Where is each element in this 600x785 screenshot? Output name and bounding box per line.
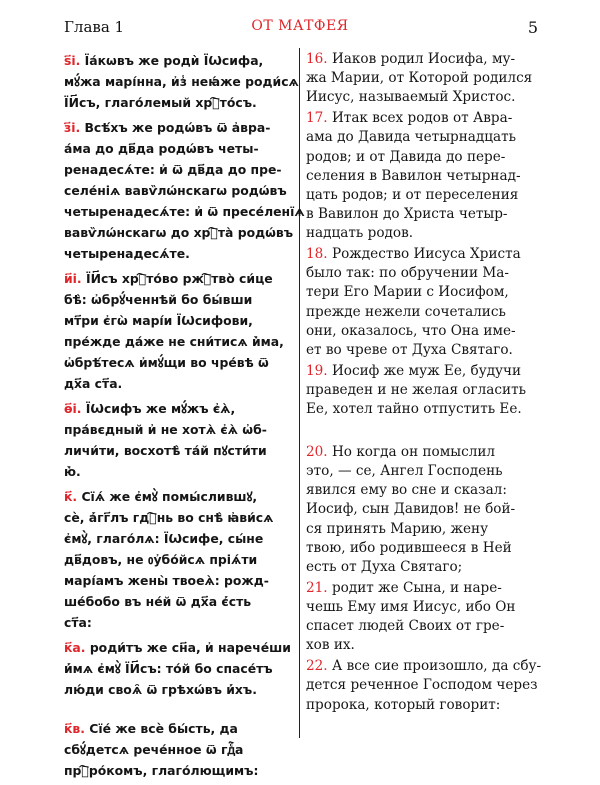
page-header	[0, 18, 600, 42]
section-gap	[306, 421, 550, 443]
verse-text: ама до Давида четырнадцать	[306, 129, 517, 146]
verse-text: тери Его Марии с Иосифом,	[306, 284, 509, 301]
verse-line	[64, 398, 292, 419]
verse-number: к҃в.	[64, 721, 85, 736]
verse-line	[306, 224, 550, 243]
verse-text: марі́амъ жены̀ твоеѧ̀: рожд-	[64, 573, 269, 588]
verse-text: это, — се, Ангел Господень	[306, 463, 503, 480]
verse-text: селения в Вавилон четырнад-	[306, 167, 521, 184]
verse-line	[64, 373, 292, 394]
section-gap	[64, 704, 292, 718]
verse	[64, 486, 292, 633]
verse-text: дется реченное Господом через	[306, 677, 538, 694]
verse	[306, 245, 550, 360]
verse-text: родит же Сына, и наре-	[331, 579, 502, 596]
verse-number: к҃а.	[64, 640, 86, 655]
verse	[306, 109, 550, 243]
verse-text: бѣ̀: ѡ҆брꙋ́ченнѣй бо бы́вши	[64, 292, 253, 307]
verse-number: ѕ҃і.	[64, 53, 81, 68]
verse-line	[306, 443, 550, 462]
verse-text: есть от Духа Святаго;	[306, 559, 463, 576]
verse-line	[64, 612, 292, 633]
verse	[306, 362, 550, 420]
verse-text: Ее, хотел тайно отпустить Ее.	[306, 401, 522, 418]
verse-line	[306, 539, 550, 558]
verse-text: пророка, который говорит:	[306, 696, 501, 713]
verse-text: ЇѠсифъ же мꙋ́жъ є҆ѧ̀,	[85, 401, 236, 416]
verse-text: лю́ди своѧ̑ ѿ грѣхѡ́въ и҆́хъ.	[64, 682, 257, 697]
verse-line	[64, 138, 292, 159]
verse-line	[64, 180, 292, 201]
verse-line	[306, 481, 550, 500]
verse-line	[64, 718, 292, 739]
verse-text: было так: по обручении Ма-	[306, 265, 509, 282]
verse-number: и҃і.	[64, 271, 82, 286]
verse-line	[306, 245, 550, 264]
verse-line	[64, 243, 292, 264]
verse-text: пра́вєдный и҆ не хотѧ̀ є҆ѧ̀ ѡ҆б-	[64, 422, 267, 437]
verse	[64, 268, 292, 394]
verse-line	[64, 570, 292, 591]
church-slavonic-column	[64, 50, 305, 785]
verse-text: Итак всех родов от Авра-	[331, 110, 513, 127]
verse-text: вавѷлѡ́нскагѡ до хрⷭ҇та̀ родѡ́въ	[64, 225, 294, 240]
verse-line	[64, 222, 292, 243]
verse-line	[64, 440, 292, 461]
verse-text: мт҃ри є҆гѡ̀ марі́и ЇѠсифови,	[64, 313, 253, 328]
verse-line	[306, 617, 550, 636]
verse-line	[64, 289, 292, 310]
verse-line	[64, 310, 292, 331]
verse-line	[64, 117, 292, 138]
verse	[306, 443, 550, 577]
verse	[306, 657, 550, 715]
verse-text: Їа́кѡвъ же родѝ ЇѠсифа,	[84, 53, 264, 68]
verse-line	[64, 528, 292, 549]
verse-line	[306, 128, 550, 147]
verse-text: надцать родов.	[306, 225, 414, 242]
verse-line	[306, 462, 550, 481]
verse-text: ЇИ҃съ, глаго́лемый хрⷭ҇то́съ.	[64, 95, 257, 110]
verse-text: мꙋ́жа марі́нна, и҆з̾ неꙗ́же роди́сѧ	[64, 74, 299, 89]
verse-text: Но когда он помыслил	[331, 443, 496, 460]
verse-number: 21.	[306, 579, 328, 596]
verse-number: 16.	[306, 51, 328, 67]
verse-text: прежде нежели сочетались	[306, 303, 506, 320]
verse-text: явился ему во сне и сказал:	[306, 482, 507, 499]
verse-line	[306, 636, 550, 655]
verse-text: чешь Ему имя Иисус, ибо Он	[306, 598, 516, 615]
verse	[306, 579, 550, 656]
verse-text: дв҃довъ, не ᲂу҆бо́йсѧ пріѧ́ти	[64, 552, 258, 567]
verse-line	[306, 50, 550, 69]
verse-line	[306, 283, 550, 302]
verse-text: четыренадесѧ́те: и҆ ѿ пресе́ленїѧ	[64, 204, 305, 219]
verse-line	[306, 579, 550, 598]
verse-line	[306, 303, 550, 322]
verse-line	[306, 322, 550, 341]
verse-text: цать родов; и от переселения	[306, 186, 519, 203]
verse-line	[64, 352, 292, 373]
verse-text: ренадесѧ́те: и҆ ѿ дв҃да до пре-	[64, 162, 282, 177]
verse-line	[306, 341, 550, 360]
verse-text: Иаков родил Иосифа, му-	[331, 51, 516, 67]
verse-line	[64, 461, 292, 482]
verse-number: з҃і.	[64, 120, 81, 135]
verse-text: Сїѧ́ же є҆мꙋ̀ помы́слившꙋ,	[81, 489, 258, 504]
verse-text: а́ма до дв҃да родѡ́въ четы-	[64, 141, 259, 156]
column-divider	[299, 48, 300, 738]
verse	[64, 398, 292, 482]
verse-text: є҆мꙋ̀, глаго́лѧ: ЇѠсифе, сы́не	[64, 531, 264, 546]
verse-text: они, оказалось, что Она име-	[306, 322, 516, 339]
verse-text: личи́ти, восхотѣ̀ та́й пꙋсти́ти	[64, 443, 267, 458]
verse	[64, 637, 292, 700]
verse-line	[306, 205, 550, 224]
verse-text: дх҃а ст҃а.	[64, 376, 123, 391]
verse-line	[306, 69, 550, 88]
verse-line	[306, 400, 550, 419]
verse-line	[306, 520, 550, 539]
verse-line	[306, 500, 550, 519]
verse-line	[64, 679, 292, 700]
verse-line	[64, 549, 292, 570]
verse-line	[306, 381, 550, 400]
verse-text: четыренадесѧ́те.	[64, 246, 190, 261]
verse-line	[64, 92, 292, 113]
verse-line	[64, 637, 292, 658]
verse-text: селе́ніѧ вавѷлѡ́нскагѡ родѡ́въ	[64, 183, 287, 198]
verse-text: твою, ибо родившееся в Ней	[306, 539, 512, 556]
verse-text: ет во чреве от Духа Святаго.	[306, 342, 513, 359]
verse-text: родов; и от Давида до пере-	[306, 148, 506, 165]
verse-line	[64, 591, 292, 612]
chapter-label: Глава 1	[64, 18, 125, 36]
verse-text: пре́жде да́же не сни́тисѧ и҆̀ма,	[64, 334, 284, 349]
verse-number: 18.	[306, 246, 328, 263]
verse-line	[64, 760, 292, 781]
verse-text: спасет людей Своих от гре-	[306, 618, 505, 635]
verse-text: ю҆̀.	[64, 464, 81, 479]
verse-line	[306, 696, 550, 715]
verse-line	[64, 71, 299, 92]
verse-text: ст҃а:	[64, 615, 92, 630]
verse-text: прⷪ҇ро́комъ, глаго́лющимъ:	[64, 763, 259, 778]
verse-line	[306, 676, 550, 695]
verse-text: жа Марии, от Которой родился	[306, 70, 533, 87]
verse-line	[64, 419, 292, 440]
verse-line	[306, 88, 550, 107]
verse-line	[306, 167, 550, 186]
verse-text: ѡ҆брѣ́тесѧ и҆мꙋ́щи во чре́вѣ ѿ	[64, 355, 269, 370]
verse-line	[306, 264, 550, 283]
verse-line	[306, 362, 550, 381]
verse-text: Сїе́ же всѐ бы́сть, да	[89, 721, 238, 736]
verse-line	[306, 657, 550, 676]
verse-number: к҃.	[64, 489, 78, 504]
verse-text: Рождество Иисуса Христа	[331, 246, 521, 263]
verse-text: ЇИ҃съ хрⷭ҇то́во ржⷭ҇тво̀ си́це	[85, 271, 273, 286]
verse-number: ѳ҃і.	[64, 401, 82, 416]
verse-line	[306, 558, 550, 577]
verse-line	[64, 486, 292, 507]
verse-text: праведен и не желая огласить	[306, 381, 526, 398]
verse-text: хов их.	[306, 637, 355, 654]
verse-text: ся принять Марию, жену	[306, 520, 489, 537]
verse-text: А все сие произошло, да сбу-	[331, 658, 542, 675]
page-number: 5	[527, 18, 538, 37]
verse-line	[306, 186, 550, 205]
verse-number: 22.	[306, 658, 328, 675]
verse-number: 19.	[306, 362, 328, 379]
verse-text: Всѣ́хъ же родѡ́въ ѿ а҆вра-	[84, 120, 271, 135]
verse-line	[64, 201, 305, 222]
verse-text: роди́тъ же сн҃а, и҆ нарече́ши	[89, 640, 291, 655]
verse-line	[306, 598, 550, 617]
verse-number: 20.	[306, 443, 328, 460]
verse-text: сбꙋ́детсѧ рече́нное ѿ гдⷭ҇а	[64, 742, 244, 757]
verse-number: 17.	[306, 110, 328, 127]
book-title: ОТ МАТФЕЯ	[251, 18, 349, 34]
verse	[306, 50, 550, 108]
verse-line	[64, 331, 292, 352]
verse-text: и҆́мѧ є҆мꙋ̀ ЇИ҃съ: то́й бо спасе́тъ	[64, 661, 273, 676]
verse-text: в Вавилон до Христа четыр-	[306, 206, 508, 223]
russian-column	[306, 50, 550, 716]
verse	[64, 50, 299, 113]
verse-line	[64, 268, 292, 289]
verse-line	[64, 50, 292, 71]
verse	[64, 117, 305, 264]
verse-line	[64, 507, 292, 528]
verse-text: ше́бобо въ не́й ѿ дх҃а є҆́сть	[64, 594, 252, 609]
verse-line	[306, 109, 550, 128]
verse-line	[64, 159, 292, 180]
verse-text: Иосиф, сын Давидов! не бой-	[306, 501, 516, 518]
verse-text: Иосиф же муж Ее, будучи	[331, 362, 522, 379]
verse-text: сѐ, а҆́гг҃лъ гдⷭ҇нь во снѣ̀ ꙗ҆ви́сѧ	[64, 510, 274, 525]
verse-text: Иисус, называемый Христос.	[306, 89, 516, 106]
verse-line	[306, 148, 550, 167]
verse-line	[64, 658, 292, 679]
